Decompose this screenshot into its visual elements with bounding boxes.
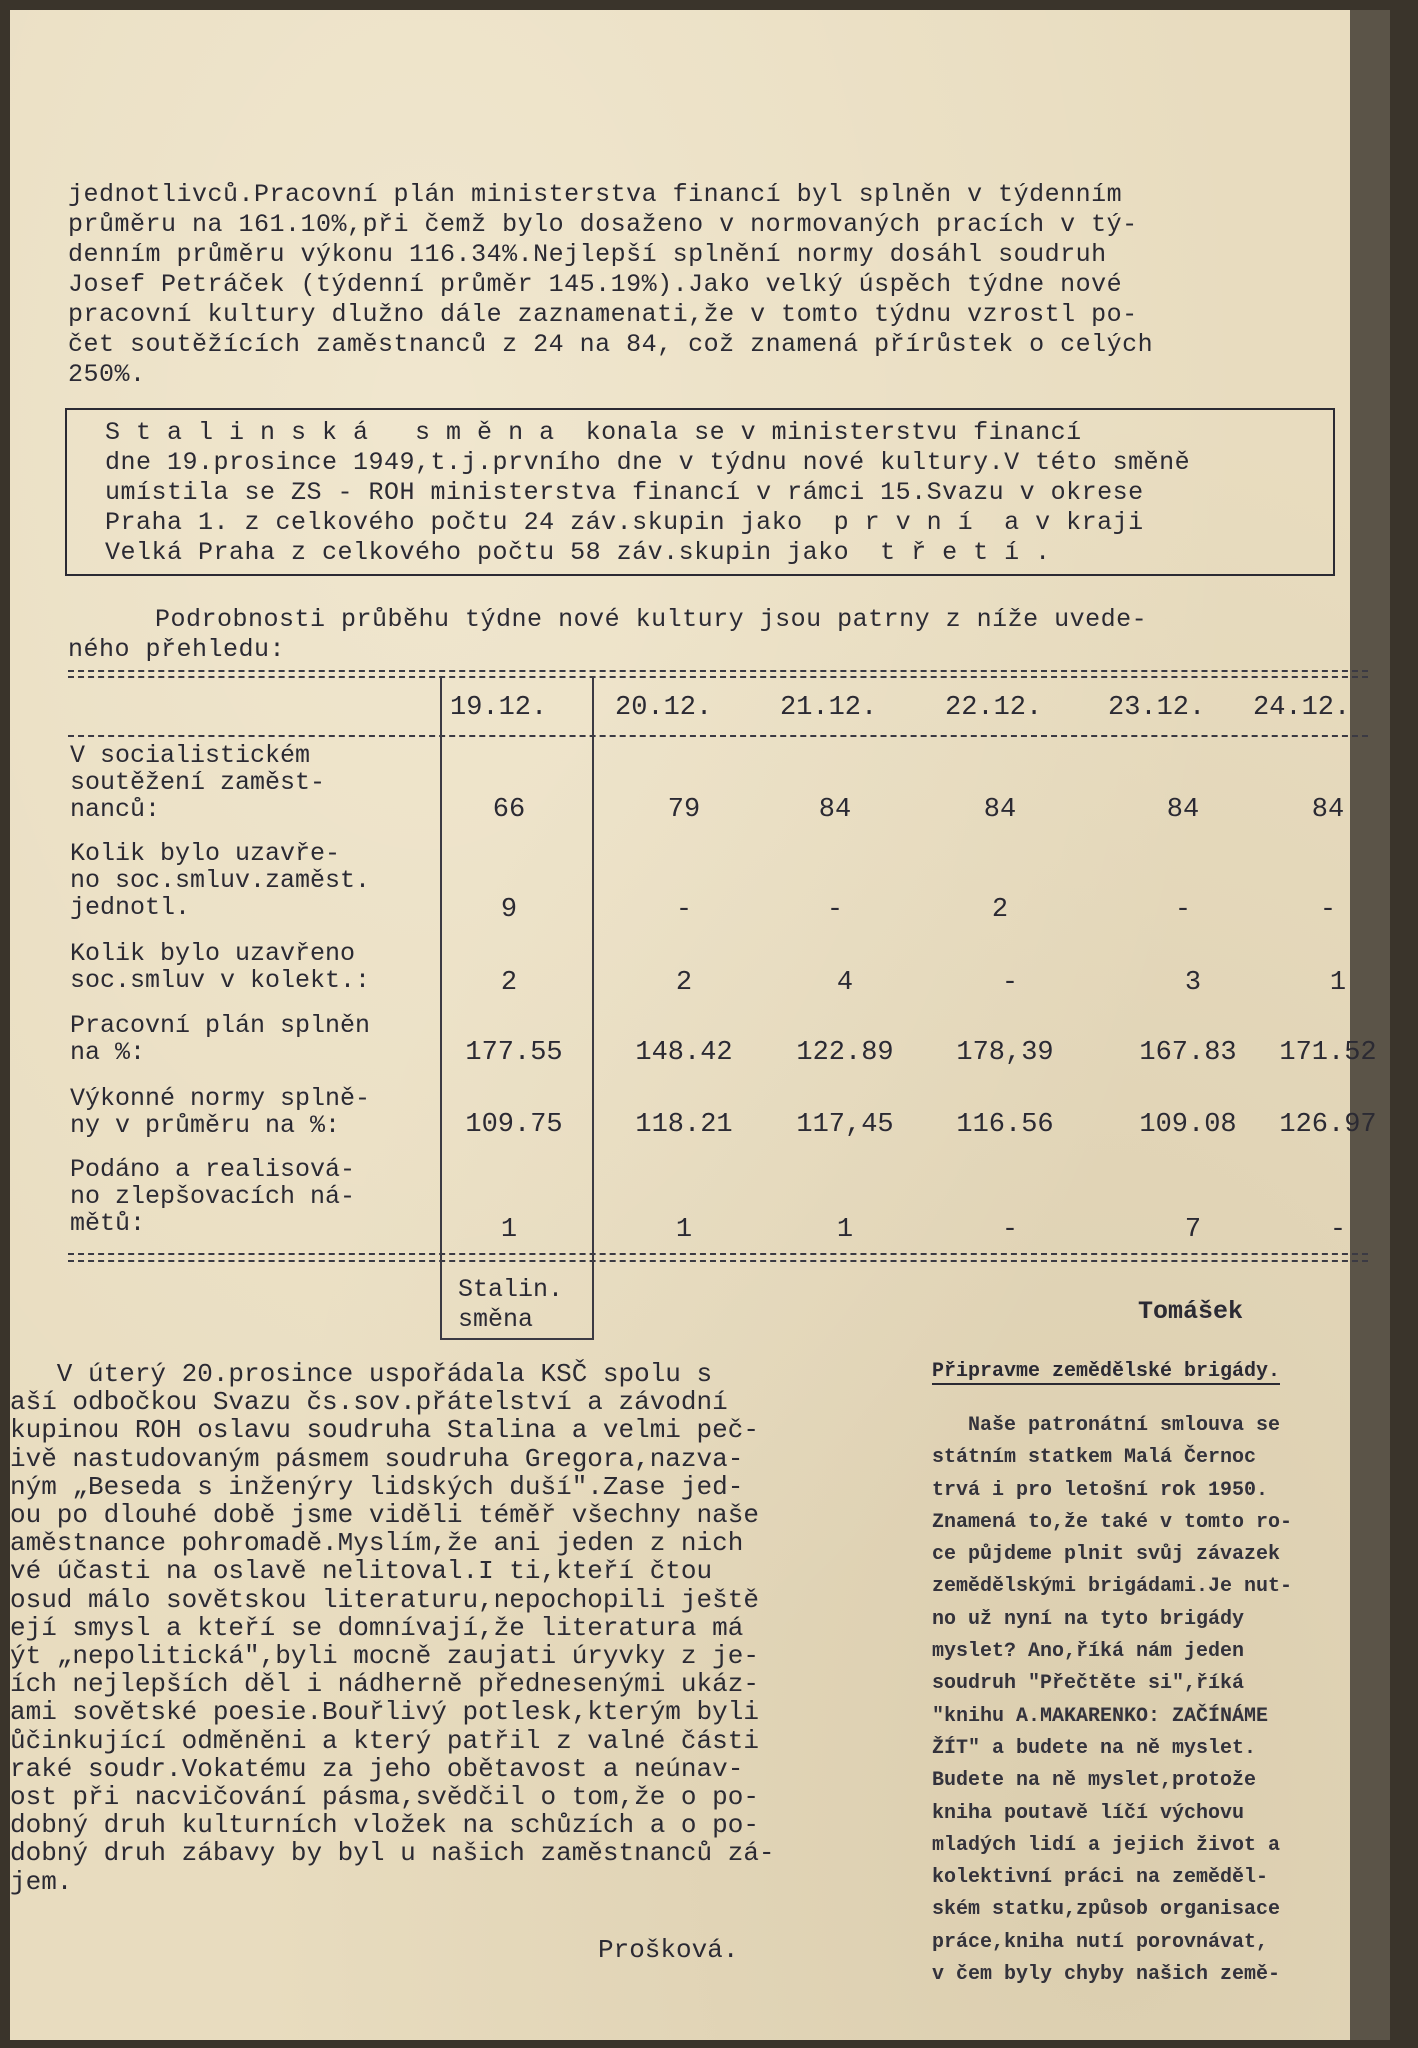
- signature-proskova: Prošková.: [598, 1935, 739, 1965]
- table-cell: 84: [1311, 795, 1345, 825]
- table-header-rule: [68, 735, 1368, 737]
- table-cell: 1: [1329, 968, 1347, 998]
- table-cell: 178,39: [956, 1038, 1054, 1068]
- table-cell: 1: [675, 1215, 693, 1245]
- article-stalin-celebration: V úterý 20.prosince uspořádala KSČ spolu s aší odbočkou Svazu čs.sov.přátelství a závodní kupinou ROH oslavu soudruha Stalina a velmi peč- ivě nastudovaným pásmem soudruha Gregora,nazva- ným „Beseda s inženýry lidských duší".Zase jed- ou po dlouhé době jsme viděli téměř všechny naše aměstnance pohromadě.Myslím,že ani jeden z nich vé účasti na oslavě nelitoval.I ti,kteří čtou osud málo sovětskou literaturu,nepochopili ještě ejí smysl a kteří se domnívají,že literatura má ýt „nepolitická",byli mocně zaujati úryvky z je- ích nejlepších děl i nádherně přednesenými ukáz- ami sovětské poesie.Bouřlivý potlesk,kterým byli ůčinkující odměněni a který patřil z valné části raké soudr.Vokatému za jeho obětavost a neúnav- ost při nacvičování pásma,svědčil o tom,že o po- dobný druh kulturních vložek na schůzích a o po- dobný druh zábavy by byl u našich zaměstnanců zá- jem.: [10, 1359, 775, 1897]
- table-cell: 2: [991, 895, 1009, 925]
- row-label: V socialistickém soutěžení zaměst- nanců:: [70, 741, 326, 824]
- date-header: 20.12.: [615, 693, 713, 723]
- table-top-rule-2: [68, 676, 1368, 678]
- table-cell: 3: [1184, 968, 1202, 998]
- table-cell: -: [826, 895, 844, 925]
- table-intro-line2: ného přehledu:: [68, 635, 286, 664]
- table-cell: -: [1001, 1215, 1019, 1245]
- table-cell: 4: [836, 968, 854, 998]
- date-header: 19.12.: [450, 693, 548, 723]
- table-cell: 167.83: [1139, 1038, 1237, 1068]
- table-cell: -: [675, 895, 693, 925]
- table-cell: 116.56: [956, 1110, 1054, 1140]
- paragraph-weekly-results: jednotlivců.Pracovní plán ministerstva financí byl splněn v týdenním průměru na 161.10%,při čemž bylo dosaženo v normovaných pracích v tý- denním průměru výkonu 116.34%.Nejlepší splnění normy dosáhl soudruh Josef Petráček (týdenní průměr 145.19%).Jako velký úspěch týdne nové pracovní kultury dlužno dále zaznamenati,že v tomto týdnu vzrostl po- čet soutěžících zaměstnanců z 24 na 84, což znamená přírůstek o celých 250%.: [68, 180, 1154, 389]
- table-cell: -: [1319, 895, 1337, 925]
- date-header: 22.12.: [945, 693, 1043, 723]
- table-cell: 177.55: [465, 1038, 563, 1068]
- date-header: 23.12.: [1108, 693, 1206, 723]
- row-label: Výkonné normy splně- ny v průměru na %:: [70, 1084, 371, 1140]
- table-cell: -: [1329, 1215, 1347, 1245]
- table-bottom-rule-2: [68, 1260, 1368, 1262]
- table-cell: 9: [500, 895, 518, 925]
- article-brigades-body: Naše patronátní smlouva se státním statkem Malá Černoc trvá i pro letošní rok 1950. Znamená to,že také v tomto ro- ce půjdeme plnit svůj závazek zemědělskými brigádami.Je nut- no už nyní na tyto brigády myslet? Ano,říká nám jeden soudruh "Přečtěte si",říká "knihu A.MAKARENKO: ZAČÍNÁME ŽÍT" a budete na ně myslet. Budete na ně myslet,protože kniha poutavě líčí výchovu mladých lidí a jejich život a kolektivní práci na zeměděl- ském statku,způsob organisace práce,kniha nutí porovnávat, v čem byly chyby našich země-: [932, 1414, 1293, 1987]
- table-cell: 1: [836, 1215, 854, 1245]
- table-cell: 126.97: [1279, 1110, 1377, 1140]
- row-label: Kolik bylo uzavřeno soc.smluv v kolekt.:: [70, 939, 371, 995]
- table-cell: 118.21: [635, 1110, 733, 1140]
- table-divider-right: [592, 678, 594, 1338]
- table-cell: 1: [500, 1215, 518, 1245]
- document-page: [10, 10, 1390, 2040]
- table-cell: -: [1174, 895, 1192, 925]
- table-intro-line1: Podrobnosti průběhu týdne nové kultury jsou patrny z níže uvede-: [155, 605, 1148, 634]
- table-cell: 84: [1166, 795, 1200, 825]
- table-cell: 2: [675, 968, 693, 998]
- row-label: Kolik bylo uzavře- no soc.smluv.zaměst. jednotl.: [70, 839, 371, 922]
- row-label: Podáno a realisová- no zlepšovacích ná- mětů:: [70, 1155, 356, 1238]
- stalin-shift-footnote: Stalin. směna: [458, 1275, 564, 1334]
- date-header: 24.12.: [1253, 693, 1351, 723]
- table-cell: 84: [818, 795, 852, 825]
- signature-tomasek: Tomášek: [1138, 1297, 1244, 1326]
- table-cell: 7: [1184, 1215, 1202, 1245]
- table-cell: 171.52: [1279, 1038, 1377, 1068]
- table-cell: 84: [983, 795, 1017, 825]
- article-brigades-title: Připravme zemědělské brigády.: [932, 1360, 1281, 1383]
- date-header: 21.12.: [780, 693, 878, 723]
- table-bottom-rule: [68, 1253, 1368, 1255]
- stalin-shift-box: [65, 408, 1335, 576]
- table-cell: 122.89: [796, 1038, 894, 1068]
- table-cell: 148.42: [635, 1038, 733, 1068]
- row-label: Pracovní plán splněn na %:: [70, 1011, 371, 1067]
- table-cell: 109.08: [1139, 1110, 1237, 1140]
- table-cell: 117,45: [796, 1110, 894, 1140]
- table-cell: 79: [667, 795, 701, 825]
- table-cell: 66: [492, 795, 526, 825]
- stalin-cell-bottom: [440, 1338, 594, 1340]
- table-cell: -: [1001, 968, 1019, 998]
- table-cell: 2: [500, 968, 518, 998]
- stalin-shift-text: S t a l i n s k á s m ě n a konala se v ministerstvu financí dne 19.prosince 1949,t.j.prvního dne v týdnu nové kultury.V této směně umístila se ZS - ROH ministerstva financí v rámci 15.Svazu v okrese Praha 1. z celkového počtu 24 záv.skupin jako p r v n í a v kraji Velká Praha z celkového počtu 58 záv.skupin jako t ř e t í .: [105, 418, 1191, 567]
- table-cell: 109.75: [465, 1110, 563, 1140]
- table-top-rule: [68, 670, 1368, 672]
- binding-tape: [1350, 10, 1390, 2040]
